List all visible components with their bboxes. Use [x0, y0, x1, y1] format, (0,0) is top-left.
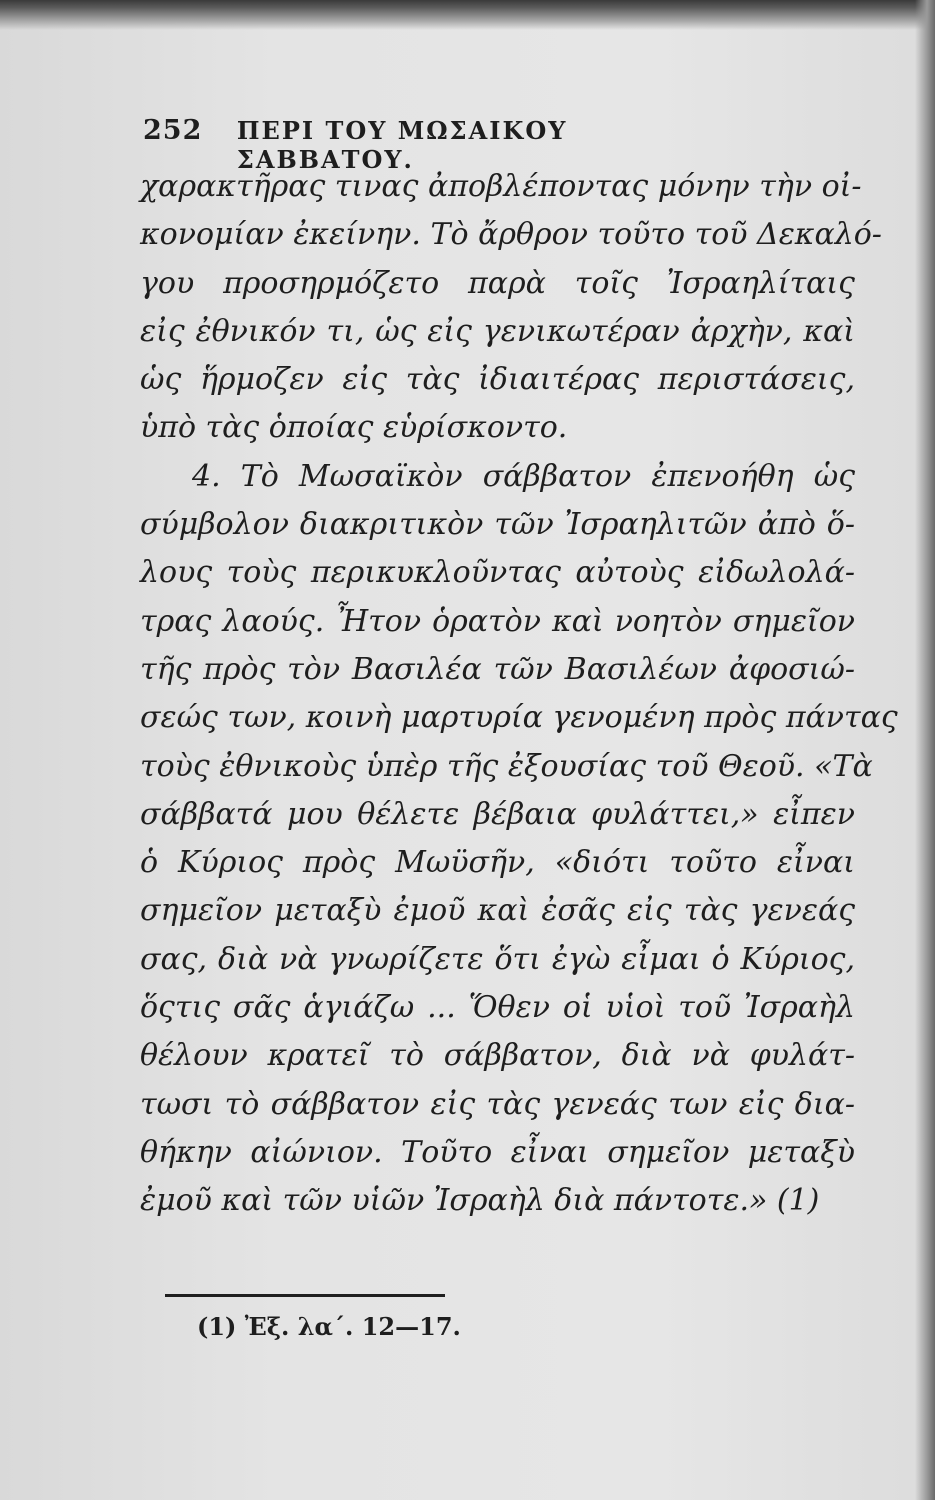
page-top-shadow	[0, 0, 935, 30]
text-line: γου προσηρμόζετο παρὰ τοῖς Ἰσραηλίταις	[140, 265, 855, 301]
text-line: τῆς πρὸς τὸν Βασιλέα τῶν Βασιλέων ἀφοσιώ-	[140, 651, 855, 687]
page-number: 252	[143, 115, 203, 146]
text-line: σας, διὰ νὰ γνωρίζετε ὅτι ἐγὼ εἶμαι ὁ Κύριος,	[140, 941, 855, 977]
text-line: ὡς ἥρμοζεν εἰς τὰς ἰδιαιτέρας περιστάσεις,	[140, 362, 855, 398]
page-header	[143, 115, 723, 174]
footnote: (1) Ἐξ. λα΄. 12—17.	[197, 1312, 461, 1341]
text-line: 4. Τὸ Μωσαϊκὸν σάββατον ἐπενοήθη ὡς	[192, 458, 855, 494]
text-line: κονομίαν ἐκείνην. Τὸ ἄρθρον τοῦτο τοῦ Δεκαλό-	[140, 217, 882, 253]
footnote-rule	[165, 1294, 445, 1297]
body-text	[140, 163, 898, 1226]
text-line: σάββατά μου θέλετε βέβαια φυλάττει,» εἶπεν	[140, 796, 855, 832]
text-line: λους τοὺς περικυκλοῦντας αὐτοὺς εἰδωλολά-	[140, 555, 855, 591]
text-line: τοὺς ἐθνικοὺς ὑπὲρ τῆς ἐξουσίας τοῦ Θεοῦ. «Τὰ	[140, 748, 873, 784]
page-binding-shadow	[915, 0, 935, 1500]
text-line: σημεῖον μεταξὺ ἐμοῦ καὶ ἐσᾶς εἰς τὰς γενεάς	[140, 893, 855, 929]
text-line: εἰς ἐθνικόν τι, ὡς εἰς γενικωτέραν ἀρχὴν, καὶ	[140, 313, 855, 349]
text-line: ὅςτις σᾶς ἁγιάζω ... Ὅθεν οἱ υἱοὶ τοῦ Ἰσραὴλ	[140, 990, 855, 1026]
text-line: σεώς των, κοινὴ μαρτυρία γενομένη πρὸς πάντας	[140, 700, 898, 736]
text-line: θήκην αἰώνιον. Τοῦτο εἶναι σημεῖον μεταξὺ	[140, 1134, 855, 1170]
text-line: θέλουν κρατεῖ τὸ σάββατον, διὰ νὰ φυλάτ-	[140, 1038, 855, 1074]
running-title: ΠΕΡΙ ΤΟΥ ΜΩΣΑΙΚΟΥ ΣΑΒΒΑΤΟΥ.	[236, 116, 568, 174]
text-line: ὁ Κύριος πρὸς Μωϋσῆν, «διότι τοῦτο εἶναι	[140, 845, 855, 881]
text-line: χαρακτῆρας τινας ἀποβλέποντας μόνην τὴν οἰ-	[140, 169, 862, 204]
text-line: ἐμοῦ καὶ τῶν υἱῶν Ἰσραὴλ διὰ πάντοτε.» (1)	[140, 1183, 820, 1219]
text-line: τωσι τὸ σάββατον εἰς τὰς γενεάς των εἰς δια-	[140, 1086, 855, 1122]
text-line: σύμβολον διακριτικὸν τῶν Ἰσραηλιτῶν ἀπὸ ὅ-	[140, 507, 855, 543]
text-line: ὑπὸ τὰς ὁποίας εὑρίσκοντο.	[140, 410, 568, 446]
text-line: τρας λαούς. Ἦτον ὁρατὸν καὶ νοητὸν σημεῖον	[140, 603, 855, 639]
